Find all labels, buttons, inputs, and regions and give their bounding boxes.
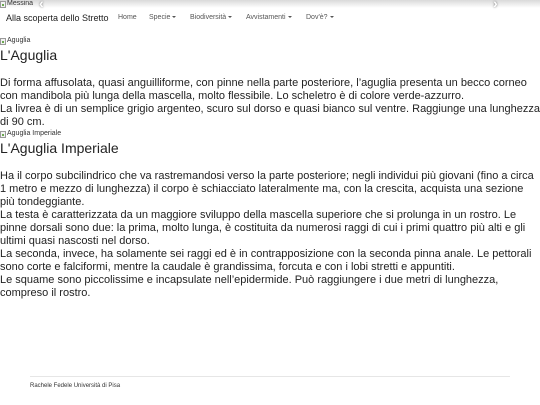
chevron-down-icon [330,16,334,18]
chevron-down-icon [228,16,232,18]
nav-item-label: Specie [149,14,171,21]
section-image-alt: Aguglia [7,37,31,44]
broken-image-icon [0,131,6,138]
footer-divider [30,376,510,377]
carousel-image-alt: Messina [7,0,34,7]
broken-image-icon [0,38,6,45]
paragraph: Di forma affusolata, quasi anguilliforme, con pinne nella parte posteriore, l’aguglia presenta un becco corneo con mandibola più lunga della mascella, molto flessibile. Lo scheletro è di colore verde-azzurro. [0,77,527,102]
paragraph: Ha il corpo subcilindrico che va rastremandosi verso la parte posteriore; negli individui più giovani (fino a circa 1 metro e mezzo di lunghezza) il corpo è schiacciato lateralmente ma, con la crescita, acquista una sezione più tondeggiante. [0,170,534,208]
carousel-next-button[interactable]: › [493,0,498,11]
section-image [0,37,540,45]
navbar-brand[interactable]: Alla scoperta dello Stretto [6,13,109,23]
nav-item-home[interactable] [118,14,137,21]
carousel-image [0,0,33,8]
paragraph: La livrea è di un semplice grigio argenteo, scuro sul dorso e quasi bianco sul ventre. Raggiunge una lunghezza di 90 cm. [0,103,540,128]
nav-item-label: Biodiversità [190,14,227,21]
paragraph: La seconda, invece, ha solamente sei raggi ed è in contrapposizione con la seconda pinna anale. Le pettorali sono corte e falciformi, mentre la caudale è grandissima, forcuta e con i lobi stretti e appuntiti. [0,248,532,273]
footer-credit: Rachele Fedele Università di Pisa [30,383,121,389]
carousel [0,0,540,11]
nav-item-avvistamenti[interactable] [246,14,292,21]
nav-item-dove[interactable] [306,14,334,21]
paragraph: La testa è caratterizzata da un maggiore sviluppo della mascella superiore che si prolunga in un rostro. Le pinne dorsali sono due: la prima, molto lunga, è costituita da numerosi raggi di cui i primi quattro più alti e gli ultimi quasi nascosti nel dorso. [0,209,526,247]
section-image [0,130,540,138]
section-title: L'Aguglia [0,47,58,63]
section-title: L'Aguglia Imperiale [0,140,119,156]
nav-item-label: Avvistamenti [246,14,286,21]
carousel-prev-button[interactable]: ‹ [39,0,44,11]
nav-item-biodiversita[interactable] [190,14,232,21]
chevron-down-icon [288,16,292,18]
paragraph: Le squame sono piccolissime e incapsulate nell’epidermide. Può raggiungere i due metri di lunghezza, compreso il rostro. [0,274,499,299]
nav-item-label: Home [118,14,137,21]
section-image-alt: Aguglia Imperiale [7,130,62,137]
main-content [0,37,540,300]
chevron-down-icon [172,16,176,18]
section-aguglia-imperiale [0,130,540,300]
nav-item-specie[interactable] [149,14,176,21]
navbar [0,8,540,28]
broken-image-icon [0,1,6,8]
section-aguglia [0,37,540,129]
nav-item-label: Dov'è? [306,14,328,21]
